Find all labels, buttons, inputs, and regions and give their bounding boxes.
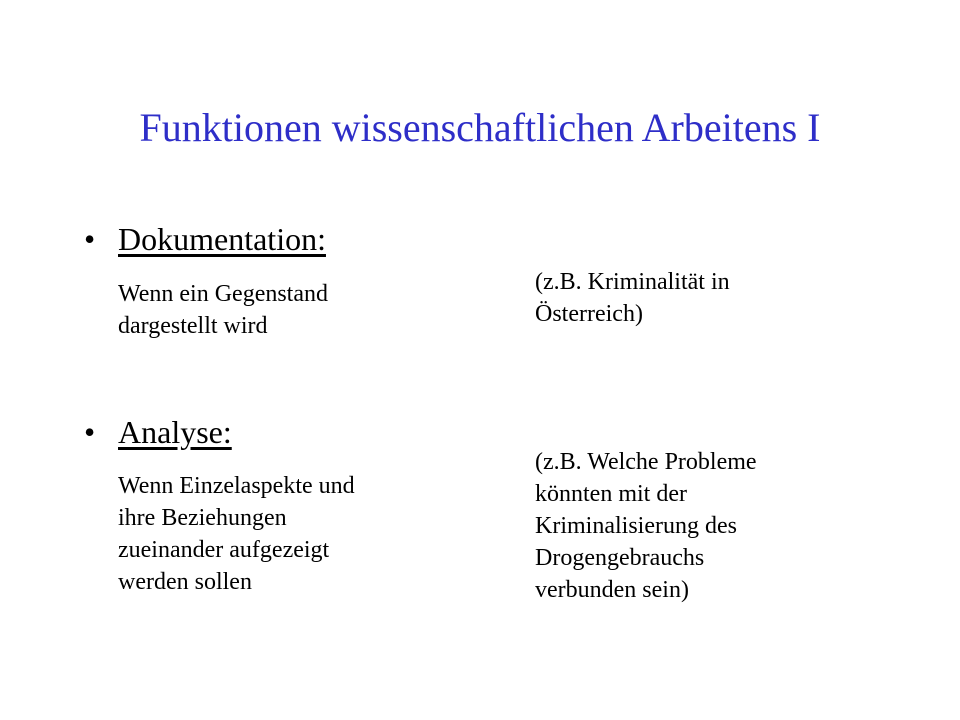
- example-line: Drogengebrauchs: [535, 545, 705, 571]
- example-line: könnten mit der: [535, 481, 687, 507]
- example-line: verbunden sein): [535, 577, 689, 603]
- bullet-icon: •: [84, 221, 96, 257]
- example-dokumentation: [535, 266, 730, 330]
- example-analyse: [535, 446, 757, 606]
- example-line: Österreich): [535, 301, 643, 327]
- bullet-label-dokumentation: Dokumentation:: [118, 221, 326, 257]
- bullet-dokumentation: [84, 219, 326, 259]
- bullet-analyse: [84, 412, 232, 452]
- bullet-icon: •: [84, 414, 96, 450]
- description-line: Wenn Einzelaspekte und: [118, 473, 355, 499]
- bullet-label-analyse: Analyse:: [118, 414, 232, 450]
- description-line: zueinander aufgezeigt: [118, 537, 330, 563]
- example-line: (z.B. Welche Probleme: [535, 449, 757, 475]
- description-line: Wenn ein Gegenstand: [118, 281, 328, 307]
- example-line: Kriminalisierung des: [535, 513, 737, 539]
- description-line: ihre Beziehungen: [118, 505, 287, 531]
- description-analyse: [118, 470, 355, 598]
- example-line: (z.B. Kriminalität in: [535, 269, 730, 295]
- description-line: dargestellt wird: [118, 313, 268, 339]
- description-dokumentation: [118, 278, 328, 342]
- description-line: werden sollen: [118, 569, 252, 595]
- slide-title: Funktionen wissenschaftlichen Arbeitens I: [139, 105, 821, 150]
